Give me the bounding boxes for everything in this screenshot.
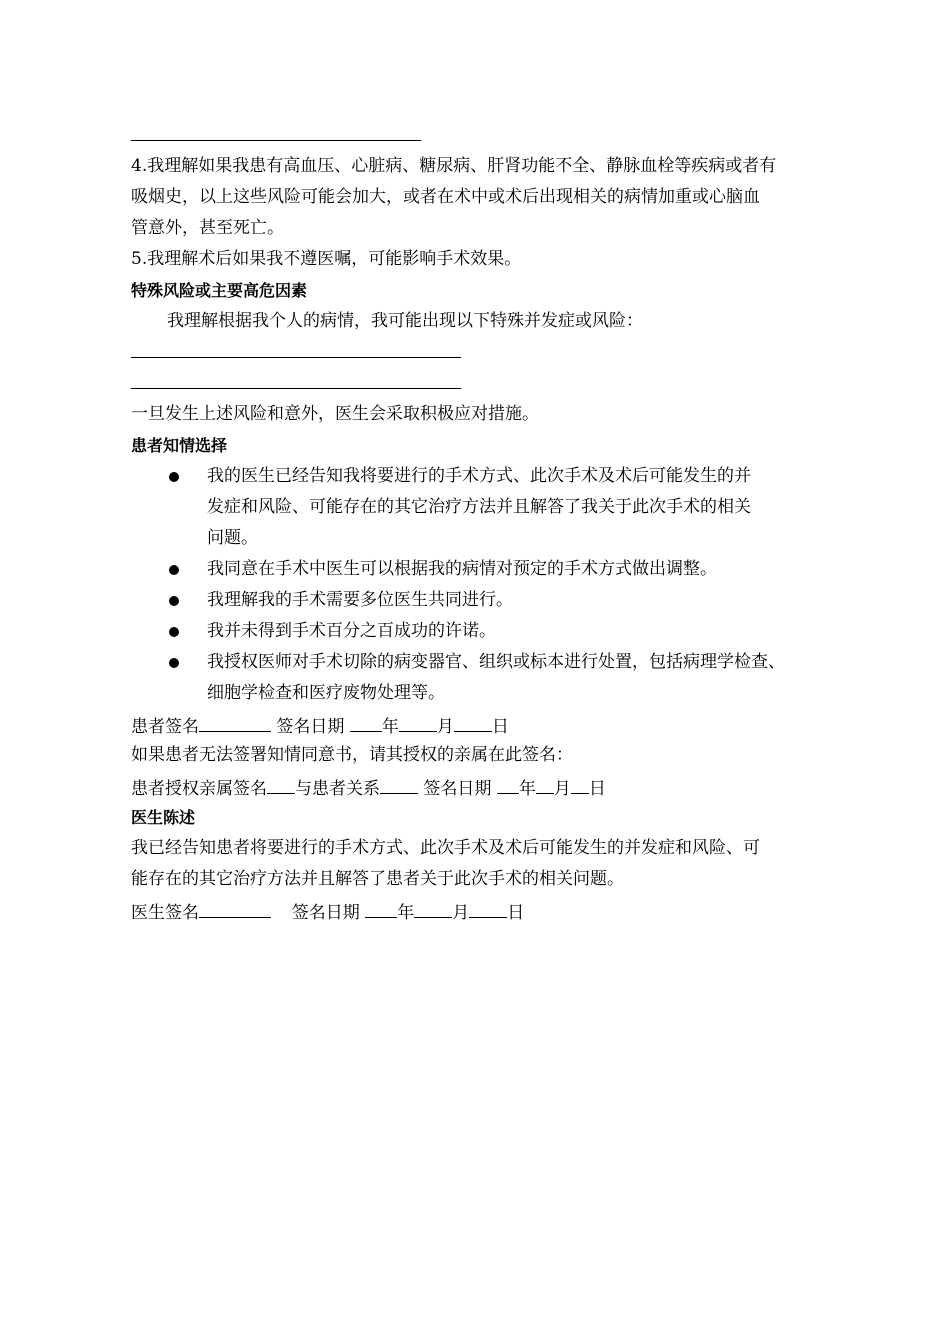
risk-item-4-line-3: 管意外，甚至死亡。 (131, 218, 284, 238)
year-label: 年 (381, 717, 399, 737)
doctor-sign-label: 医生签名 (131, 903, 199, 923)
risk-item-4-line-1: 4.我理解如果我患有高血压、心脏病、糖尿病、肝肾功能不全、静脉血栓等疾病或者有 (131, 156, 777, 176)
year-field[interactable] (365, 895, 397, 918)
consent-bullet-item (131, 616, 836, 647)
month-label: 月 (553, 779, 571, 799)
day-label: 日 (491, 717, 509, 737)
bullet-icon (169, 627, 179, 637)
patient-choice-heading: 患者知情选择 (131, 436, 228, 455)
consent-bullet-list (131, 461, 836, 709)
patient-signature-field[interactable] (199, 709, 271, 732)
bullet-line: 我理解我的手术需要多位医生共同进行。 (207, 590, 513, 610)
year-label: 年 (397, 903, 415, 923)
consent-bullet-item (131, 461, 836, 554)
risk-item-5: 5.我理解术后如果我不遵医嘱，可能影响手术效果。 (131, 249, 522, 269)
proxy-signature-row (131, 771, 836, 802)
bullet-line: 我的医生已经告知我将要进行的手术方式、此次手术及术后可能发生的并 (207, 466, 751, 486)
blank-line (131, 120, 836, 151)
risk-item-4-line-2: 吸烟史，以上这些风险可能会加大，或者在术中或术后出现相关的病情加重或心脑血 (131, 187, 760, 207)
doctor-statement-heading: 医生陈述 (131, 808, 196, 827)
doctor-signature-field[interactable] (199, 895, 271, 918)
consent-form-page (131, 120, 836, 926)
special-risk-heading: 特殊风险或主要高危因素 (131, 281, 308, 300)
month-label: 月 (452, 903, 470, 923)
proxy-intro: 如果患者无法签署知情同意书，请其授权的亲属在此签名： (131, 745, 573, 765)
special-risk-blank-1[interactable] (131, 337, 836, 368)
day-field[interactable] (469, 895, 507, 918)
bullet-icon (169, 565, 179, 575)
doctor-statement-line-2: 能存在的其它治疗方法并且解答了患者关于此次手术的相关问题。 (131, 869, 624, 889)
day-field[interactable] (571, 771, 589, 794)
day-label: 日 (507, 903, 525, 923)
month-label: 月 (436, 717, 454, 737)
month-field[interactable] (399, 709, 437, 732)
bullet-line: 我授权医师对手术切除的病变器官、组织或标本进行处置，包括病理学检查、 (207, 652, 785, 672)
relation-field[interactable] (380, 771, 418, 794)
day-label: 日 (588, 779, 606, 799)
special-risk-conclusion: 一旦发生上述风险和意外，医生会采取积极应对措施。 (131, 404, 539, 424)
sign-date-label: 签名日期 (423, 779, 492, 799)
sign-date-label: 签名日期 (276, 717, 345, 737)
bullet-line: 细胞学检查和医疗废物处理等。 (207, 683, 445, 703)
special-risk-blank-2[interactable] (131, 368, 836, 399)
proxy-signature-field[interactable] (267, 771, 295, 794)
bullet-line: 发症和风险、可能存在的其它治疗方法并且解答了我关于此次手术的相关 (207, 497, 751, 517)
day-field[interactable] (454, 709, 492, 732)
sign-date-label: 签名日期 (291, 903, 360, 923)
relation-label: 与患者关系 (295, 779, 380, 799)
bullet-line: 问题。 (207, 528, 258, 548)
doctor-signature-row (131, 895, 836, 926)
year-field[interactable] (350, 709, 382, 732)
patient-sign-label: 患者签名 (131, 717, 199, 737)
proxy-sign-label: 患者授权亲属签名 (131, 779, 267, 799)
consent-bullet-item (131, 647, 836, 709)
month-field[interactable] (536, 771, 554, 794)
consent-bullet-item (131, 585, 836, 616)
special-risk-intro: 我理解根据我个人的病情，我可能出现以下特殊并发症或风险： (167, 311, 643, 331)
bullet-line: 我同意在手术中医生可以根据我的病情对预定的手术方式做出调整。 (207, 559, 717, 579)
year-label: 年 (518, 779, 536, 799)
consent-bullet-item (131, 554, 836, 585)
bullet-icon (169, 658, 179, 668)
patient-signature-row (131, 709, 836, 740)
month-field[interactable] (414, 895, 452, 918)
bullet-icon (169, 596, 179, 606)
doctor-statement-line-1: 我已经告知患者将要进行的手术方式、此次手术及术后可能发生的并发症和风险、可 (131, 838, 760, 858)
year-field[interactable] (497, 771, 519, 794)
bullet-icon (169, 472, 179, 482)
bullet-line: 我并未得到手术百分之百成功的许诺。 (207, 621, 496, 641)
